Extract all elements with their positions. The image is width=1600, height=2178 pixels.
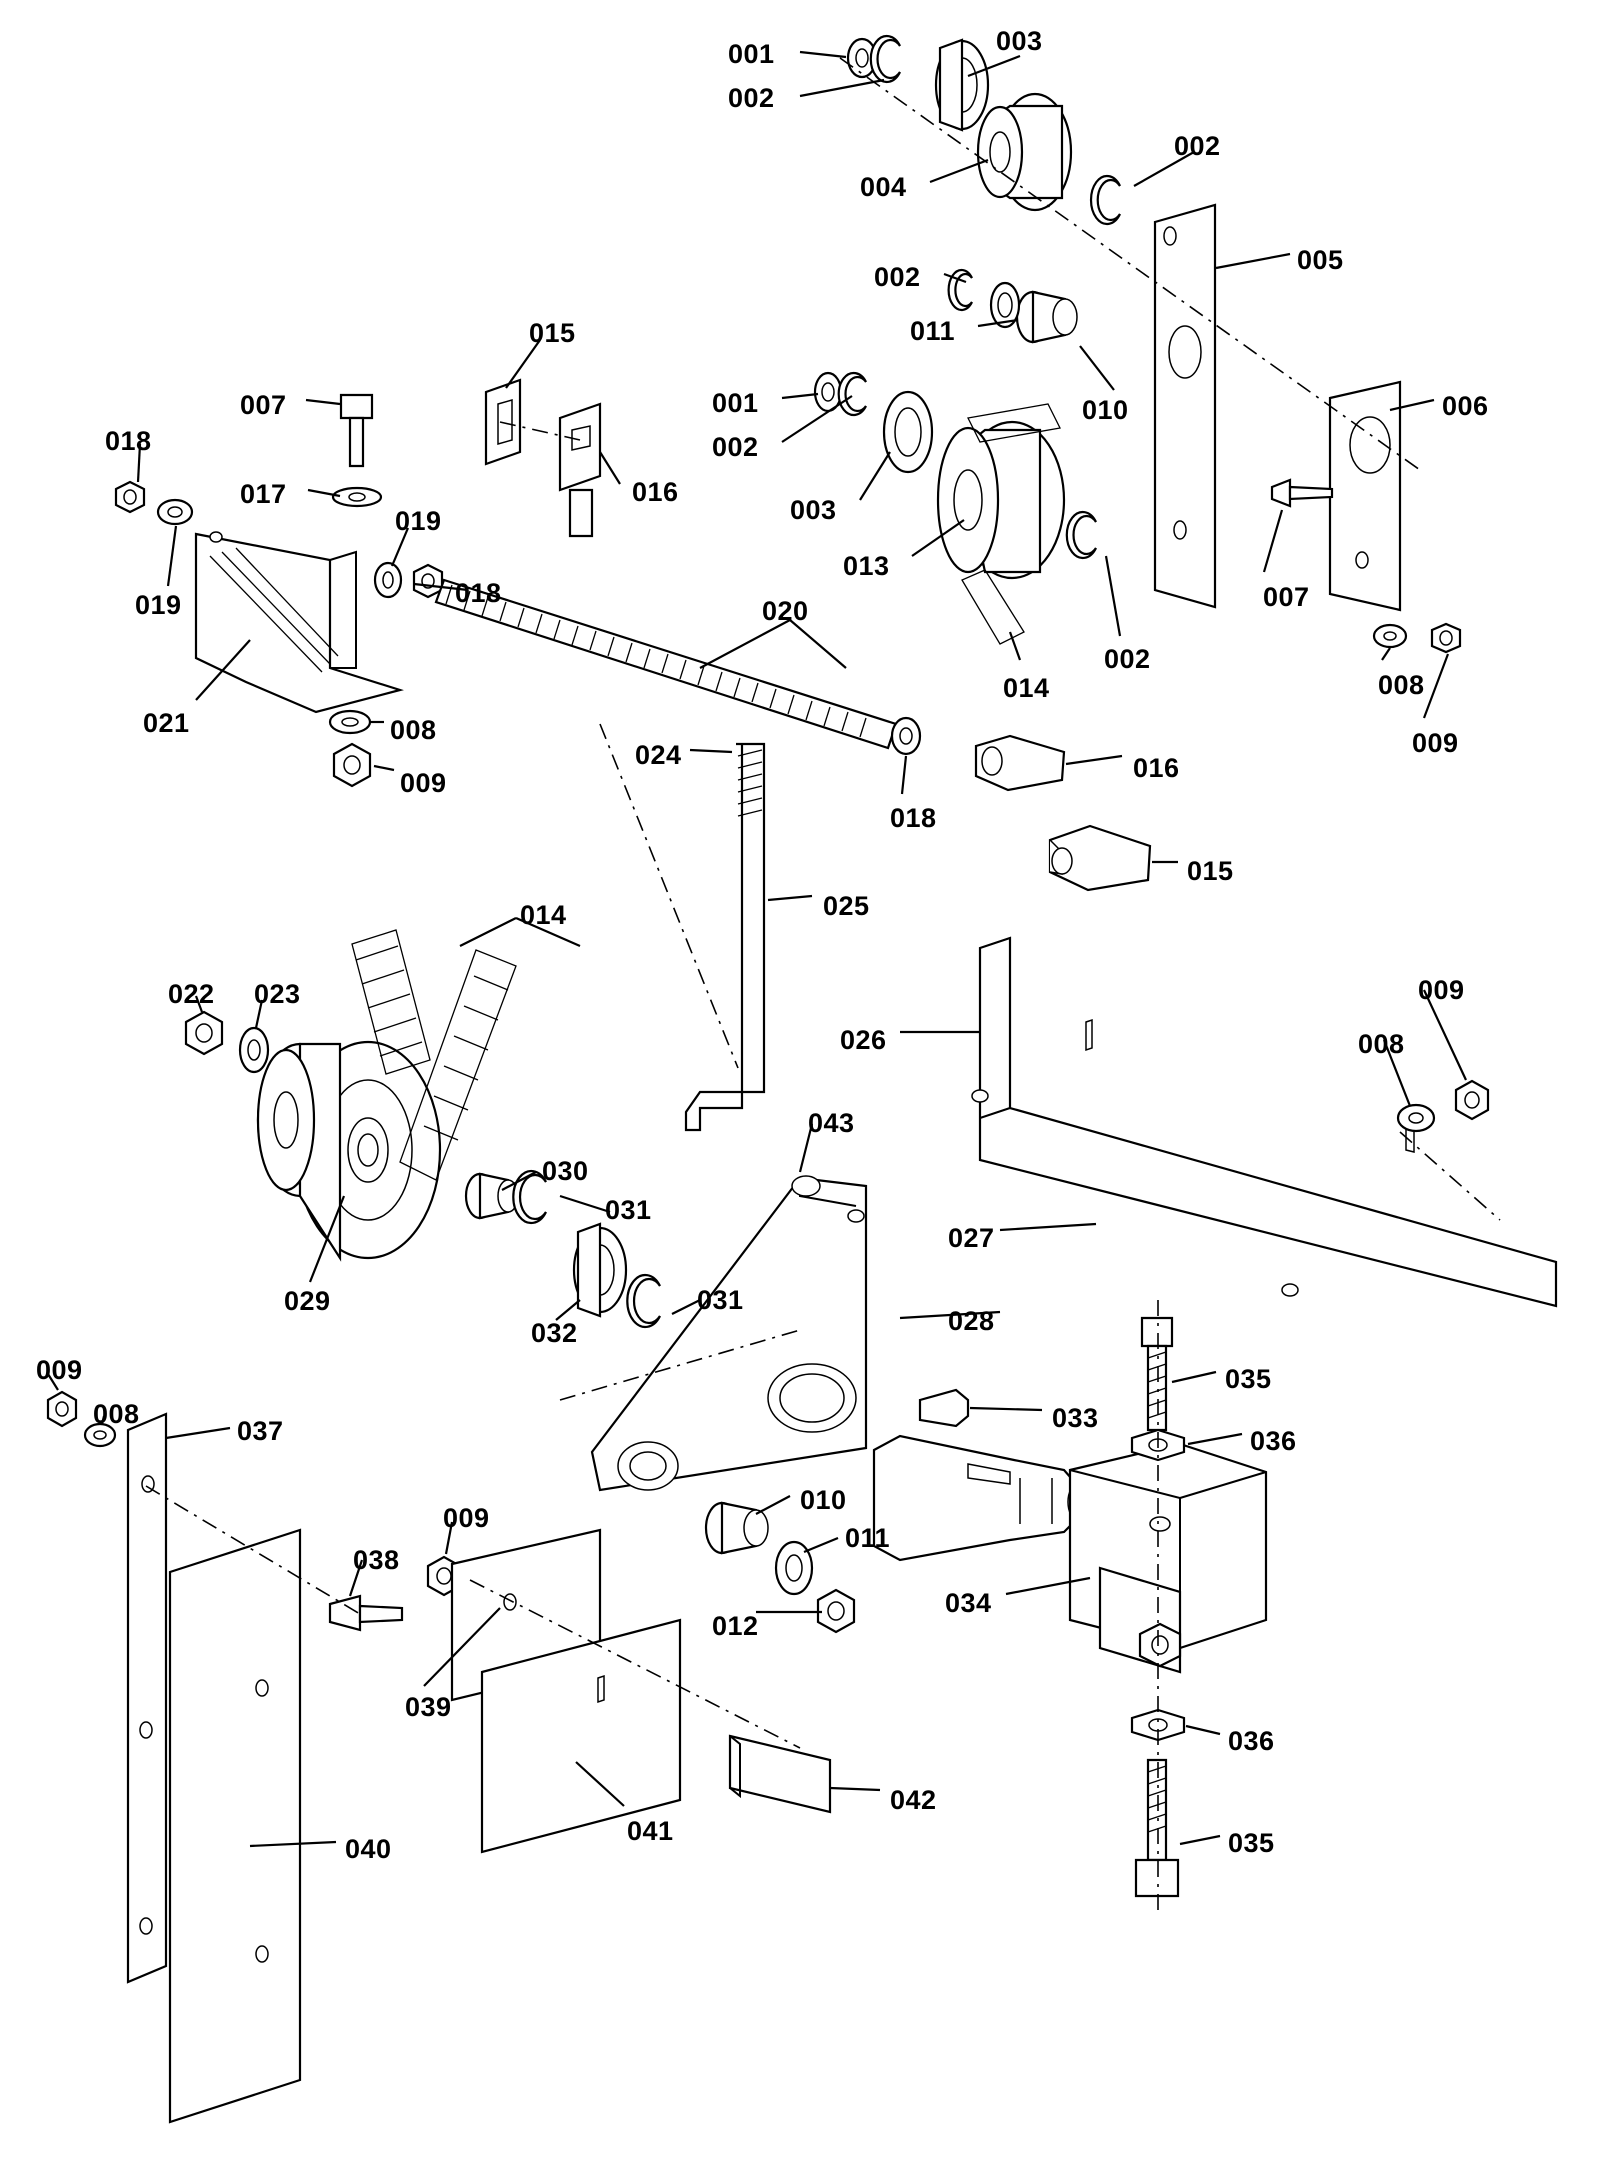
long-threaded-rod-020 bbox=[436, 580, 1150, 890]
callout-035-b: 035 bbox=[1228, 1828, 1275, 1858]
callout-034: 034 bbox=[945, 1588, 992, 1618]
callout-020: 020 bbox=[762, 596, 809, 626]
shaft-bracket-034 bbox=[874, 1300, 1266, 1910]
callout-016-a: 016 bbox=[632, 477, 679, 507]
callout-022: 022 bbox=[168, 979, 215, 1009]
callout-004: 004 bbox=[860, 172, 907, 202]
callout-018-c: 018 bbox=[890, 803, 937, 833]
callout-002-c: 002 bbox=[874, 262, 921, 292]
callout-008-c: 008 bbox=[1358, 1029, 1405, 1059]
callout-042: 042 bbox=[890, 1785, 937, 1815]
callout-038: 038 bbox=[353, 1545, 400, 1575]
callout-010-b: 010 bbox=[800, 1485, 847, 1515]
callout-011-b: 011 bbox=[845, 1523, 891, 1553]
callout-036-b: 036 bbox=[1228, 1726, 1275, 1756]
callout-025: 025 bbox=[823, 891, 870, 921]
callout-014-a: 014 bbox=[1003, 673, 1050, 703]
callout-033: 033 bbox=[1052, 1403, 1099, 1433]
callout-006: 006 bbox=[1442, 391, 1489, 421]
clevis-016-015 bbox=[486, 380, 600, 536]
callout-029: 029 bbox=[284, 1286, 331, 1316]
callout-015-a: 015 bbox=[529, 318, 576, 348]
callout-009-c: 009 bbox=[1418, 975, 1465, 1005]
callout-031-b: 031 bbox=[697, 1285, 744, 1315]
callout-013: 013 bbox=[843, 551, 890, 581]
callout-030: 030 bbox=[542, 1156, 589, 1186]
callout-018-a: 018 bbox=[105, 426, 152, 456]
callout-035-a: 035 bbox=[1225, 1364, 1272, 1394]
callout-018-b: 018 bbox=[455, 578, 502, 608]
frame-rail-027 bbox=[972, 938, 1556, 1306]
callout-003-b: 003 bbox=[790, 495, 837, 525]
callout-040: 040 bbox=[345, 1834, 392, 1864]
callout-011-a: 011 bbox=[910, 316, 956, 346]
callout-014-b: 014 bbox=[520, 900, 567, 930]
callout-017: 017 bbox=[240, 479, 287, 509]
callout-041: 041 bbox=[627, 1816, 674, 1846]
callout-009-d: 009 bbox=[36, 1355, 83, 1385]
callout-032: 032 bbox=[531, 1318, 578, 1348]
callout-002-d: 002 bbox=[712, 432, 759, 462]
panel-group-037-040 bbox=[48, 1392, 830, 2122]
callout-021: 021 bbox=[143, 708, 190, 738]
callout-007-b: 007 bbox=[1263, 582, 1310, 612]
callout-039: 039 bbox=[405, 1692, 452, 1722]
callout-008-b: 008 bbox=[390, 715, 437, 745]
callout-008-a: 008 bbox=[1378, 670, 1425, 700]
callout-026: 026 bbox=[840, 1025, 887, 1055]
callout-024: 024 bbox=[635, 740, 682, 770]
callout-009-a: 009 bbox=[1412, 728, 1459, 758]
callout-009-b: 009 bbox=[400, 768, 447, 798]
callout-019-a: 019 bbox=[395, 506, 442, 536]
callout-043: 043 bbox=[808, 1108, 855, 1138]
callout-007-a: 007 bbox=[240, 390, 287, 420]
callout-008-d: 008 bbox=[93, 1399, 140, 1429]
callout-002-a: 002 bbox=[728, 83, 775, 113]
callout-003-a: 003 bbox=[996, 26, 1043, 56]
idler-pulley-assembly bbox=[815, 373, 1096, 644]
callout-015-b: 015 bbox=[1187, 856, 1234, 886]
callout-036-a: 036 bbox=[1250, 1426, 1297, 1456]
callout-012: 012 bbox=[712, 1611, 759, 1641]
callout-016-b: 016 bbox=[1133, 753, 1180, 783]
callout-028: 028 bbox=[948, 1306, 995, 1336]
callout-027: 027 bbox=[948, 1223, 995, 1253]
callout-010-a: 010 bbox=[1082, 395, 1129, 425]
callout-023: 023 bbox=[254, 979, 301, 1009]
callout-019-b: 019 bbox=[135, 590, 182, 620]
callout-037: 037 bbox=[237, 1416, 284, 1446]
callout-002-b: 002 bbox=[1174, 131, 1221, 161]
callout-031-a: 031 bbox=[605, 1195, 652, 1225]
callout-005: 005 bbox=[1297, 245, 1344, 275]
callout-001-a: 001 bbox=[728, 39, 775, 69]
bent-rod-025 bbox=[600, 724, 764, 1130]
callout-002-e: 002 bbox=[1104, 644, 1151, 674]
callout-009-e: 009 bbox=[443, 1503, 490, 1533]
callout-001-b: 001 bbox=[712, 388, 759, 418]
